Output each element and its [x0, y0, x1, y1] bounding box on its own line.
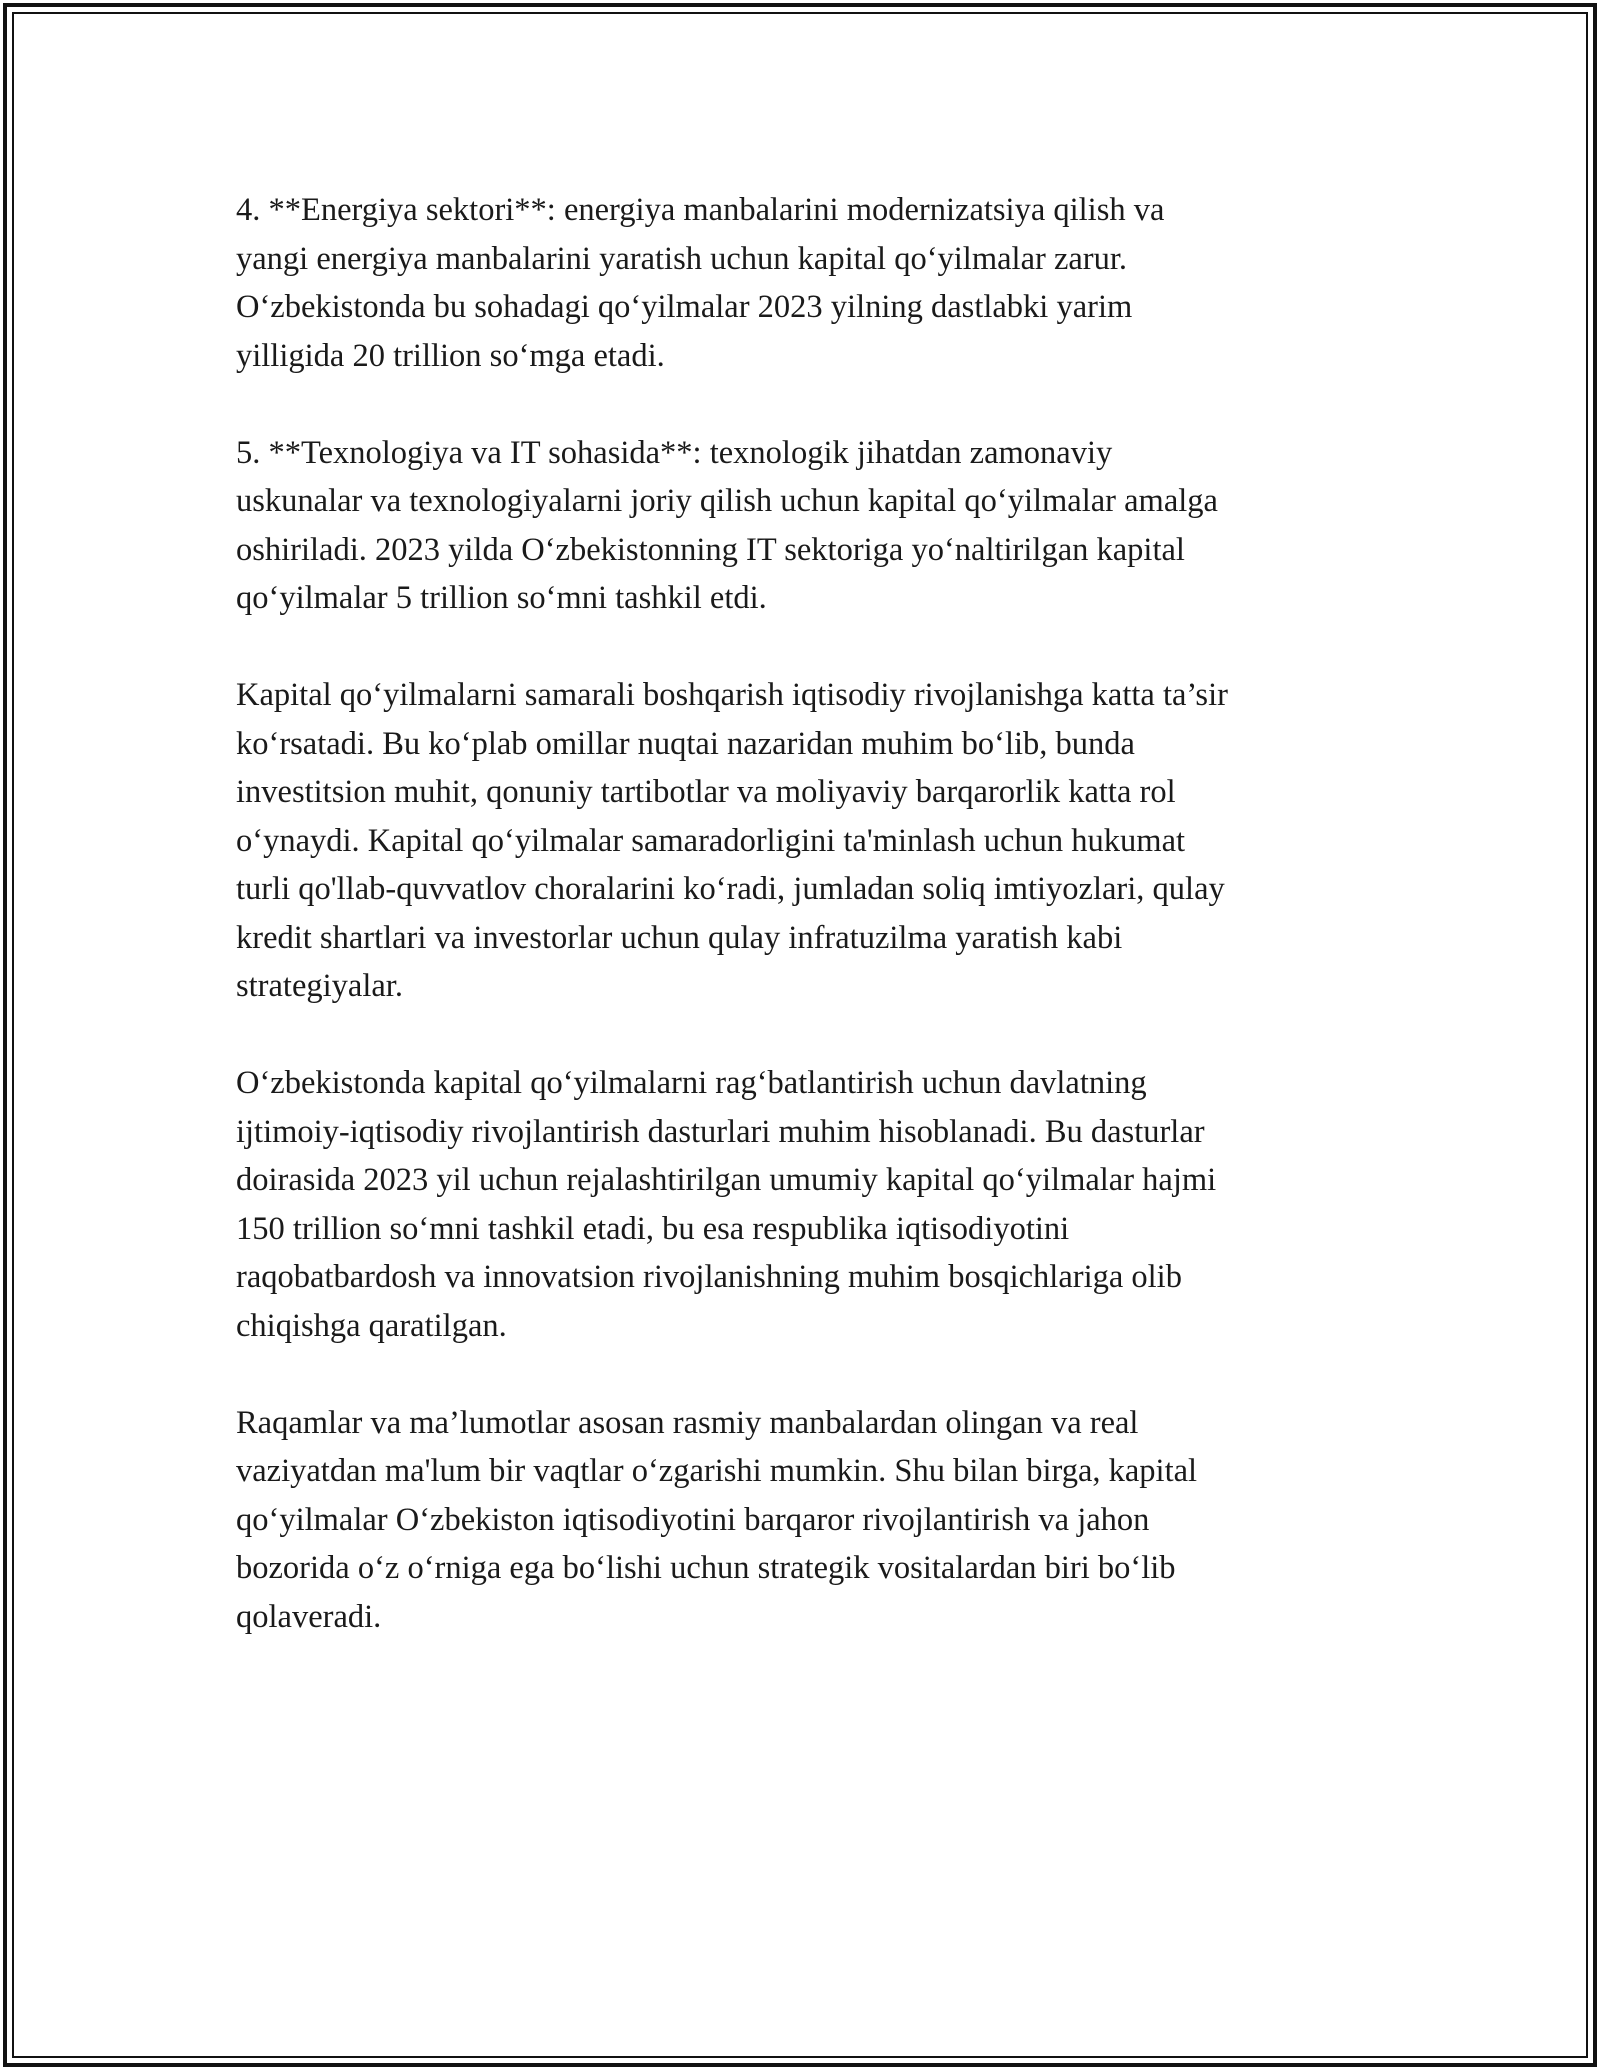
document-body: [236, 186, 1396, 1690]
paragraph-state-programs: Oʻzbekistonda kapital qoʻyilmalarni ragʻbatlantirish uchun davlatning ijtimoiy-iqtisodiy rivojlantirish dasturlari muhim hisoblanadi. Bu dasturlar doirasida 2023 yil uchun rejalashtirilgan umumiy kapital qoʻyilmalar hajmi 150 trillion soʻmni tashkil etadi, bu esa respublika iqtisodiyotini raqobatbardosh va innovatsion rivojlanishning muhim bosqichlariga olib chiqishga qaratilgan.: [236, 1065, 1217, 1344]
paragraph-energy-sector: 4. **Energiya sektori**: energiya manbalarini modernizatsiya qilish va yangi energiya manbalarini yaratish uchun kapital qoʻyilmalar zarur. Oʻzbekistonda bu sohadagi qoʻyilmalar 2023 yilning dastlabki yarim yilligida 20 trillion soʻmga etadi.: [236, 192, 1165, 374]
paragraph-capital-management: Kapital qoʻyilmalarni samarali boshqarish iqtisodiy rivojlanishga katta ta’sir koʻrsatadi. Bu koʻplab omillar nuqtai nazaridan muhim boʻlib, bunda investitsion muhit, qonuniy tartibotlar va moliyaviy barqarorlik katta rol oʻynaydi. Kapital qoʻyilmalar samaradorligini ta'minlash uchun hukumat turli qo'llab-quvvatlov choralarini koʻradi, jumladan soliq imtiyozlari, qulay kredit shartlari va investorlar uchun qulay infratuzilma yaratish kabi strategiyalar.: [236, 677, 1228, 1004]
paragraph-technology-it: 5. **Texnologiya va IT sohasida**: texnologik jihatdan zamonaviy uskunalar va texnologiyalarni joriy qilish uchun kapital qoʻyilmalar amalga oshiriladi. 2023 yilda Oʻzbekistonning IT sektoriga yoʻnaltirilgan kapital qoʻyilmalar 5 trillion soʻmni tashkil etdi.: [236, 434, 1218, 616]
paragraph-conclusion: Raqamlar va ma’lumotlar asosan rasmiy manbalardan olingan va real vaziyatdan ma'lum bir vaqtlar oʻzgarishi mumkin. Shu bilan birga, kapital qoʻyilmalar Oʻzbekiston iqtisodiyotini barqaror rivojlantirish va jahon bozorida oʻz oʻrniga ega boʻlishi uchun strategik vositalardan biri boʻlib qolaveradi.: [236, 1404, 1198, 1635]
